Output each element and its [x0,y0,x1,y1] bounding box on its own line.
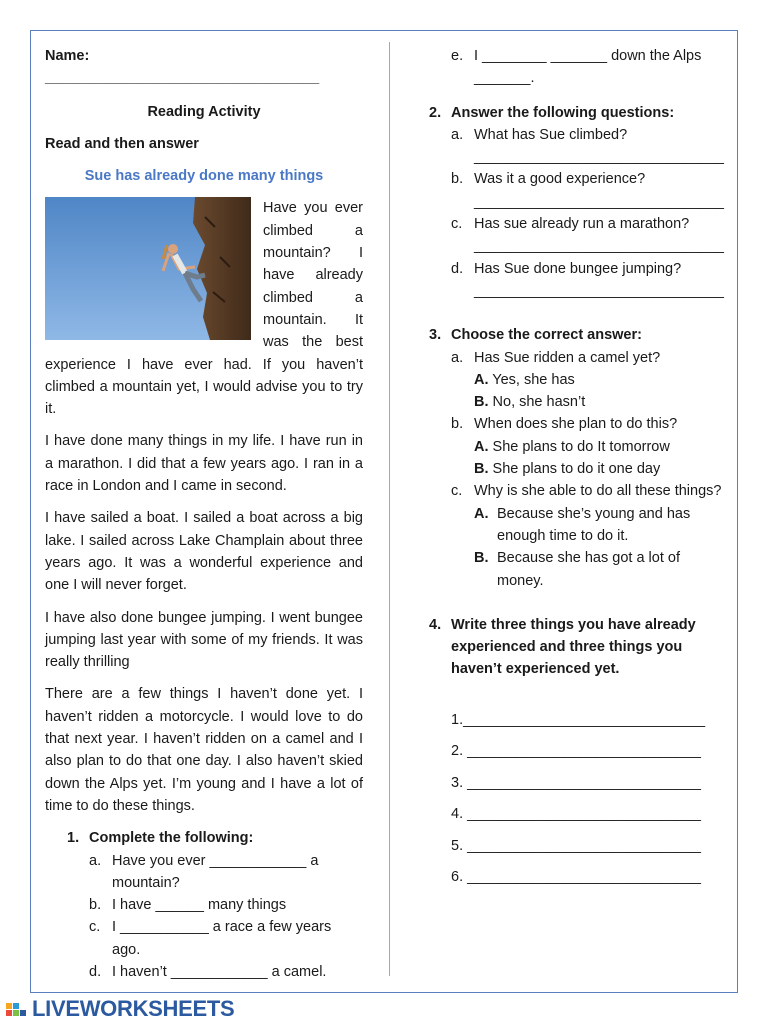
q1-item-d[interactable]: d. I haven’t ____________ a camel. [89,963,327,980]
q4-line-5[interactable]: 5. _____________________________ [451,837,701,854]
q2-answer-line-c[interactable]: _______________________________ [474,238,724,255]
q2-answer-line-a[interactable]: _______________________________ [474,149,724,166]
question-1 [45,827,363,983]
q2-item-a: a. What has Sue climbed? [451,126,628,143]
brand-name: LIVEWORKSHEETS [32,996,235,1021]
column-divider [389,42,390,976]
question-2-title: 2. Answer the following questions: [429,102,729,124]
q3-a-option-a[interactable]: A. Yes, she has [474,371,575,388]
q3-item-a: a. Has Sue ridden a camel yet? [451,349,661,366]
q4-line-2[interactable]: 2. _____________________________ [451,743,701,760]
q4-line-3[interactable]: 3. _____________________________ [451,774,701,791]
question-3-items [429,347,729,592]
q3-a-option-b[interactable]: B. No, she hasn’t [474,394,586,411]
q1-item-a[interactable]: a. Have you ever ____________ a mountain? [89,852,319,891]
q4-line-6[interactable]: 6. _____________________________ [451,869,701,886]
q1-item-c[interactable]: c. I ___________ a race a few years ago. [89,919,332,958]
question-1-number: 1. [67,830,80,847]
question-3-number: 3. [429,327,442,344]
question-2-number: 2. [429,104,442,121]
q2-answer-line-b[interactable]: _______________________________ [474,193,724,210]
question-4-lines [429,705,729,894]
q3-c-option-a[interactable]: A. Because she’s young and has enough time to do it. [474,505,691,544]
name-field-label[interactable]: Name: __________________________________ [45,48,320,87]
rock-climber-photo [45,197,251,340]
activity-title: Reading Activity [147,103,261,120]
instruction-text: Read and then answer [45,135,199,152]
q1-item-e[interactable]: e. I ________ _______ down the Alps _______. [451,48,702,87]
question-4-number: 4. [429,616,442,633]
q3-c-option-b[interactable]: B. Because she has got a lot of money. [474,550,680,589]
story-paragraph-4: I have also done bungee jumping. I went bungee jumping last year with some of my friends. It was really thrilling [45,609,363,671]
story-paragraph-5: There are a few things I haven’t done yet. I haven’t ridden a motorcycle. I would love to do that next year. I haven’t ridden on a camel and I also plan to do that one day. I also haven’t skied down the Alps yet. I’m young and I have a lot of time to do these things. [45,686,363,814]
question-3-title: 3. Choose the correct answer: [429,324,729,346]
q4-line-1[interactable]: 1.______________________________ [451,711,706,728]
q3-b-option-a[interactable]: A. She plans to do It tomorrow [474,438,670,455]
liveworksheets-logo-icon [4,996,30,1022]
q1-item-b[interactable]: b. I have ______ many things [89,897,287,914]
question-2-items [429,124,729,302]
q3-b-option-b[interactable]: B. She plans to do it one day [474,461,661,478]
q4-line-4[interactable]: 4. _____________________________ [451,806,701,823]
liveworksheets-logo[interactable] [4,996,234,1022]
story-paragraph-1: Have you ever climbed a mountain? I have already climbed a mountain. It was the best experience I have ever had. If you haven’t climbed a mountain yet, I would advise you to try it. [45,200,363,418]
story-paragraph-2: I have done many things in my life. I have run in a marathon. I did that a few years ago. I ran in a race in London and I came in second. [45,433,363,495]
story-title: Sue has already done many things [84,168,324,185]
question-1-title: 1. Complete the following: [67,827,363,849]
q2-item-d: d. Has Sue done bungee jumping? [451,260,682,277]
right-column [429,45,729,894]
q3-item-c: c. Why is she able to do all these things? [451,483,722,500]
q3-item-b: b. When does she plan to do this? [451,416,678,433]
story-paragraph-3: I have sailed a boat. I sailed a boat across a big lake. I sailed across Lake Champlain about three years ago. It was a wonderful experience and one I will never forget. [45,510,363,594]
q2-item-c: c. Has sue already run a marathon? [451,216,690,233]
q2-answer-line-d[interactable]: _______________________________ [474,282,724,299]
question-4-title: 4. Write three things you have already experienced and three things you haven’t experienced yet. [429,614,729,681]
left-column [45,45,363,983]
q2-item-b: b. Was it a good experience? [451,171,646,188]
